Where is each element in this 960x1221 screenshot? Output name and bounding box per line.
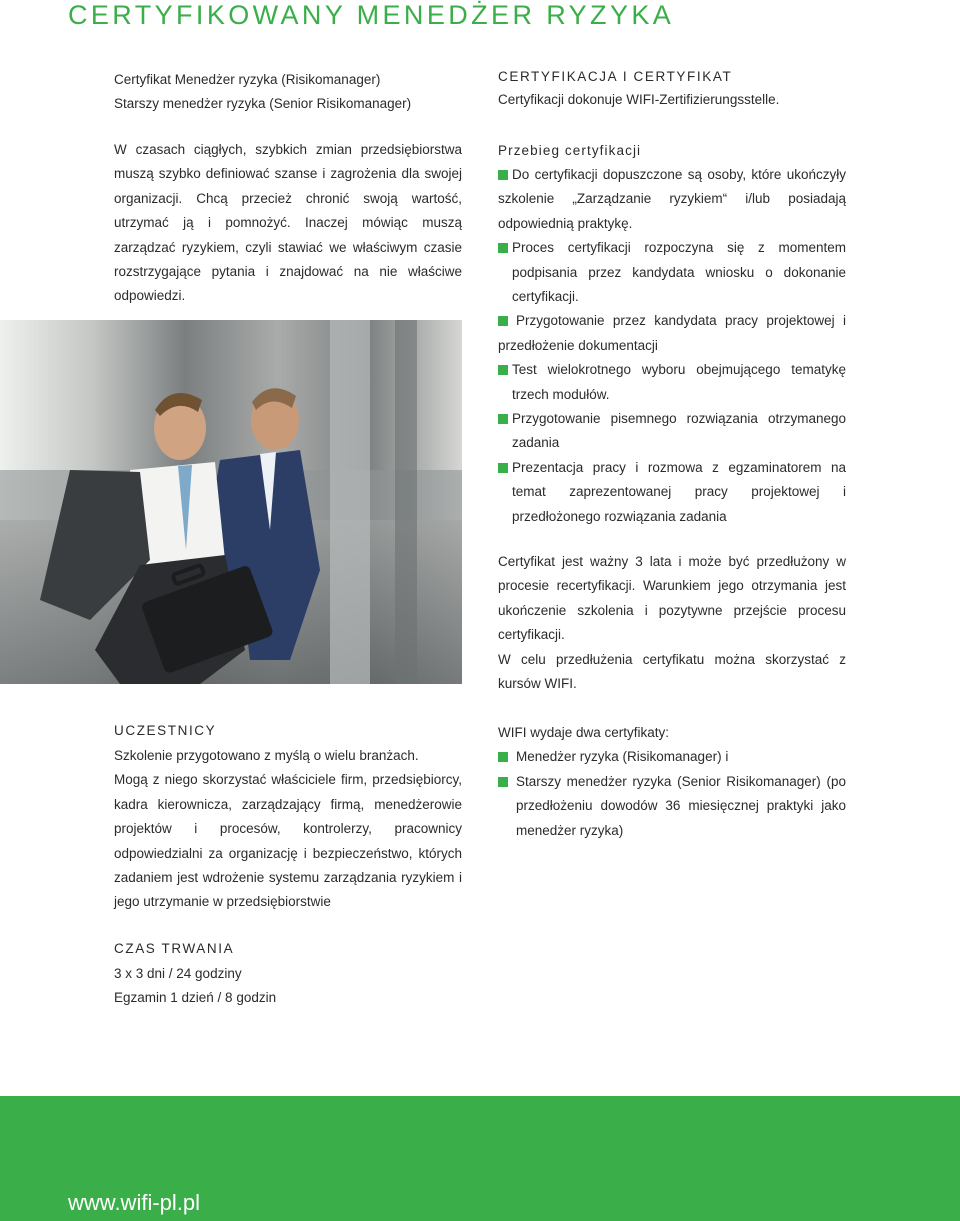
green-square-icon: [498, 365, 508, 375]
green-square-icon: [498, 752, 508, 762]
issued-heading: WIFI wydaje dwa certyfikaty:: [498, 725, 670, 740]
duration-days: 3 x 3 dni / 24 godziny: [114, 966, 242, 981]
duration-section: [114, 938, 462, 1011]
process-section: [498, 140, 846, 529]
extension-text: W celu przedłużenia certyfikatu można skorzystać z kursów WIFI.: [498, 651, 846, 692]
list-item: [498, 745, 846, 769]
participants-text: Mogą z niego skorzystać właściciele firm, przedsiębiorcy, kadra kierownicza, zarządzający firmą, menedżerowie projektów i procesów, kontrolerzy, pracownicy odpowiedzialni za organizację i bezpieczeństwo, których zadaniem jest wdrożenie systemu zarządzania ryzykiem i jego utrzymanie w przedsiębiorstwie: [114, 772, 462, 910]
participants-heading: UCZESTNICY: [114, 723, 217, 738]
list-item: [498, 407, 846, 456]
green-square-icon: [498, 463, 508, 473]
website-link[interactable]: www.wifi-pl.pl: [68, 1190, 201, 1215]
process-heading: Przebieg certyfikacji: [498, 143, 642, 158]
business-men-photo: [0, 320, 462, 684]
photo-illustration: [0, 320, 462, 684]
certification-section: [498, 66, 846, 112]
list-item-text: Starszy menedżer ryzyka (Senior Risikomanager) (po przedłożeniu dowodów 36 miesięcznej praktyki jako menedżer ryzyka): [516, 773, 846, 838]
list-item: [498, 358, 846, 407]
list-item-text: Do certyfikacji dopuszczone są osoby, które ukończyły szkolenie „Zarządzanie ryzykiem“ i/lub posiadają odpowiednią praktykę.: [498, 167, 846, 231]
certification-text: Certyfikacji dokonuje WIFI-Zertifizierungsstelle.: [498, 92, 780, 107]
page-title: CERTYFIKOWANY MENEDŻER RYZYKA: [68, 0, 675, 30]
list-item-text: Test wielokrotnego wyboru obejmującego tematykę trzech modułów.: [512, 362, 846, 402]
duration-heading: CZAS TRWANIA: [114, 941, 235, 956]
intro-paragraph: W czasach ciągłych, szybkich zmian przedsiębiorstwa muszą szybko definiować szanse i zagrożenia dla swojej organizacji. Chcą przecież chronić swoją wartość, utrzymać ją i pomnożyć. Inaczej mówiąc muszą zarządzać ryzykiem, czyli stawiać we właściwym czasie rozstrzygające pytania i znajdować na nie właściwe odpowiedzi.: [114, 142, 462, 304]
certificate-names: [114, 68, 462, 117]
list-item-text: Proces certyfikacji rozpoczyna się z momentem podpisania przez kandydata wniosku o dokonanie certyfikacji.: [512, 240, 846, 305]
intro-section: [114, 138, 462, 309]
certificate-name-1: Certyfikat Menedżer ryzyka (Risikomanager): [114, 72, 381, 87]
green-square-icon: [498, 414, 508, 424]
green-square-icon: [498, 243, 508, 253]
issued-certificates-section: [498, 721, 846, 843]
list-item: [498, 456, 846, 529]
list-item-text: Przygotowanie pisemnego rozwiązania otrzymanego zadania: [512, 411, 846, 451]
list-item: [498, 236, 846, 309]
certification-heading: CERTYFIKACJA I CERTYFIKAT: [498, 69, 733, 84]
list-item: [498, 163, 846, 236]
list-item-text: Przygotowanie przez kandydata pracy projektowej i przedłożenie dokumentacji: [498, 313, 846, 353]
list-item: [498, 309, 846, 358]
list-item-text: Prezentacja pracy i rozmowa z egzaminatorem na temat zaprezentowanej pracy projektowej i przedłożonego rozwiązania zadania: [512, 459, 846, 524]
list-item: [498, 770, 846, 843]
green-square-icon: [498, 777, 508, 787]
certificate-name-2: Starszy menedżer ryzyka (Senior Risikomanager): [114, 96, 412, 112]
participants-intro: Szkolenie przygotowano z myślą o wielu branżach.: [114, 748, 419, 763]
duration-exam: Egzamin 1 dzień / 8 godzin: [114, 990, 277, 1006]
list-item-text: Menedżer ryzyka (Risikomanager) i: [516, 749, 729, 765]
validity-text: Certyfikat jest ważny 3 lata i może być przedłużony w procesie recertyfikacji. Warunkiem jego otrzymania jest ukończenie szkolenia i pozytywne przejście procesu certyfikacji.: [498, 554, 846, 643]
participants-section: [114, 720, 462, 915]
validity-section: [498, 550, 846, 696]
